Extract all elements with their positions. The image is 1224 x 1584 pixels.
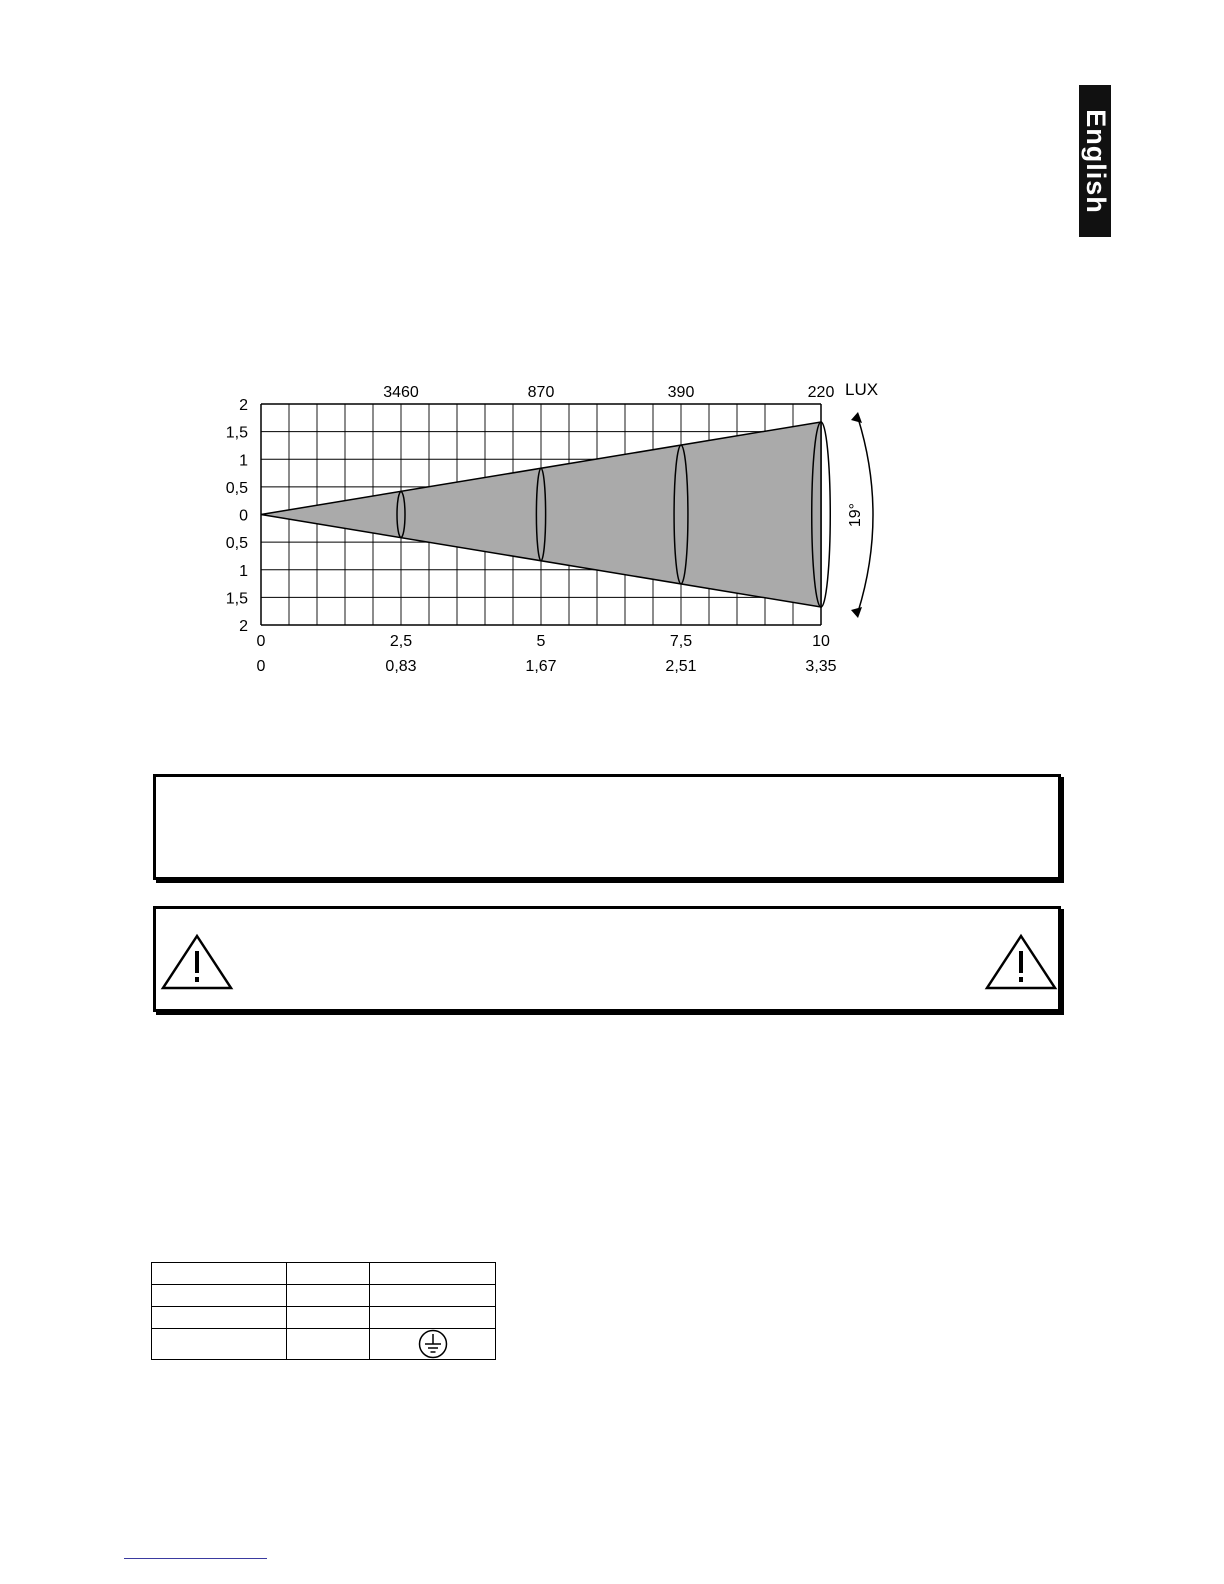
y-tick-label: 0,5	[225, 535, 248, 553]
language-tab-label: English	[1080, 108, 1111, 214]
y-tick-label: 1	[239, 562, 248, 580]
diameter-tick-label: 0,83	[385, 658, 417, 675]
y-tick-label: 1,5	[225, 590, 248, 608]
y-tick-label: 1	[239, 452, 248, 470]
notice-box	[153, 774, 1061, 880]
warning-triangle-icon	[160, 933, 234, 991]
x-tick-label: 7,5	[669, 633, 693, 650]
table-cell	[287, 1307, 370, 1329]
table-cell	[370, 1307, 496, 1329]
wiring-table	[151, 1262, 496, 1360]
x-axis-diameter-labels	[257, 658, 837, 675]
warning-triangle-icon	[984, 933, 1058, 991]
beam-angle-diagram	[200, 370, 900, 680]
table-cell	[370, 1329, 496, 1360]
warning-box	[153, 906, 1061, 1012]
diameter-tick-label: 3,35	[805, 658, 837, 675]
diameter-tick-label: 0	[256, 658, 266, 675]
table-cell	[152, 1329, 287, 1360]
table-cell	[370, 1285, 496, 1307]
beam-angle-label: 19°	[847, 502, 864, 528]
x-tick-label: 5	[536, 633, 546, 650]
ground-symbol-icon	[417, 1329, 449, 1359]
y-tick-label: 2	[239, 397, 248, 414]
x-tick-label: 10	[812, 633, 830, 650]
lux-value-label: 3460	[383, 384, 419, 401]
lux-value-label: 390	[667, 384, 695, 401]
x-axis-distance-labels	[257, 633, 830, 650]
table-cell	[287, 1329, 370, 1360]
y-tick-label: 0,5	[225, 479, 248, 497]
x-tick-label: 0	[256, 633, 266, 650]
diameter-tick-label: 2,51	[665, 658, 697, 675]
table-cell	[287, 1263, 370, 1285]
y-tick-label: 1,5	[225, 424, 248, 442]
lux-labels	[383, 384, 834, 401]
lux-value-label: 220	[807, 384, 835, 401]
y-axis-labels	[226, 397, 248, 635]
table-row	[152, 1307, 496, 1329]
x-tick-label: 2,5	[389, 633, 413, 650]
footer-rule	[124, 1558, 267, 1559]
y-tick-label: 2	[239, 618, 248, 635]
table-row	[152, 1285, 496, 1307]
table-cell	[152, 1263, 287, 1285]
y-tick-label: 0	[239, 507, 248, 525]
table-row	[152, 1329, 496, 1360]
lux-unit-label: LUX	[845, 380, 879, 399]
table-cell	[287, 1285, 370, 1307]
language-tab	[1079, 85, 1111, 237]
table-cell	[152, 1285, 287, 1307]
table-row	[152, 1263, 496, 1285]
lux-value-label: 870	[527, 384, 555, 401]
table-cell	[152, 1307, 287, 1329]
table-cell	[370, 1263, 496, 1285]
diameter-tick-label: 1,67	[525, 658, 557, 675]
